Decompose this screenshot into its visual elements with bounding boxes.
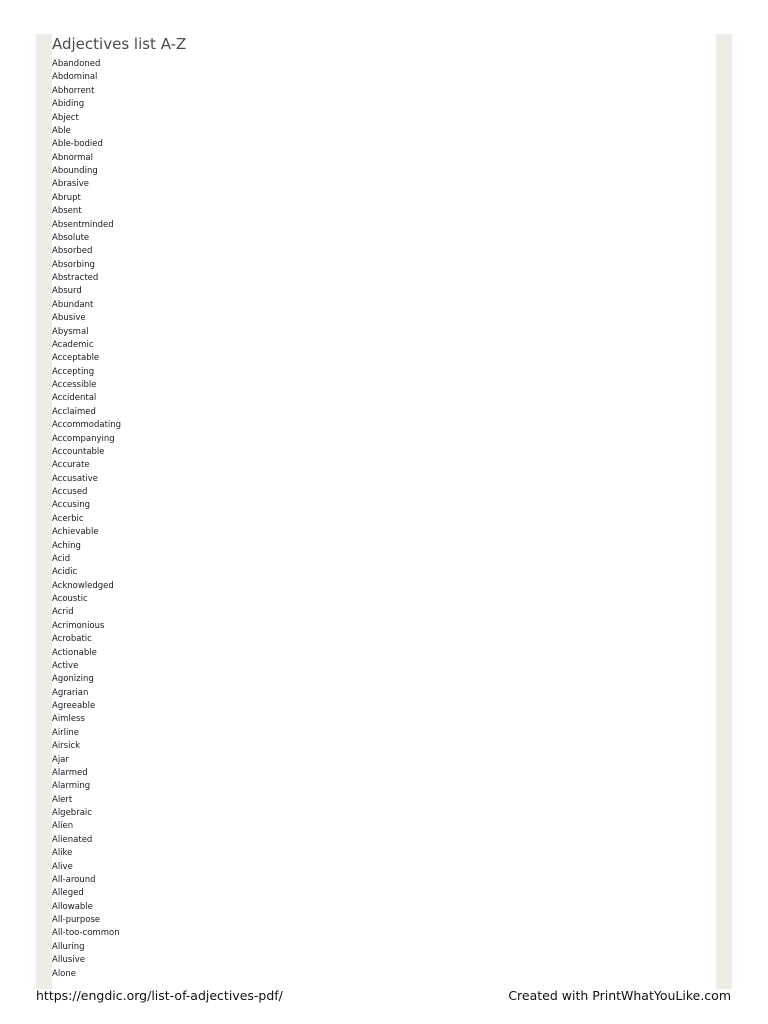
left-margin-bar: [36, 34, 52, 989]
list-item: Abrasive: [52, 179, 89, 190]
list-item: Absentminded: [52, 219, 114, 230]
list-item: Active: [52, 660, 79, 671]
list-item: Abstracted: [52, 273, 99, 283]
list-item: Alike: [52, 848, 73, 859]
list-item: Aimless: [52, 714, 85, 725]
list-item: Accessible: [52, 380, 97, 390]
list-item: All-purpose: [52, 915, 101, 925]
document-content: [52, 34, 716, 989]
list-item: Abundant: [52, 299, 94, 310]
list-item: Able-bodied: [52, 139, 103, 150]
list-item: All-too-common: [52, 928, 120, 939]
list-item: Alien: [52, 821, 74, 832]
list-item: Alienated: [52, 834, 93, 845]
list-item: Agrarian: [52, 687, 89, 698]
list-item: Alone: [52, 968, 76, 979]
list-item: Accurate: [52, 460, 90, 471]
list-item: Acid: [52, 553, 71, 564]
list-item: Ajar: [52, 754, 69, 765]
list-item: Accusative: [52, 473, 98, 484]
list-item: Abject: [52, 112, 79, 123]
list-item: Alleged: [52, 888, 84, 899]
list-item: Absurd: [52, 286, 82, 297]
list-item: Agonizing: [52, 674, 94, 685]
list-item: Achievable: [52, 527, 99, 538]
list-item: Alert: [52, 794, 73, 805]
list-item: Abiding: [52, 99, 85, 110]
list-item: Able: [52, 125, 71, 136]
list-item: Abnormal: [52, 152, 93, 163]
list-item: Acrid: [52, 607, 74, 618]
list-item: Acrimonious: [52, 620, 105, 631]
list-item: Alarmed: [52, 767, 88, 778]
list-item: Accusing: [52, 500, 90, 511]
list-item: Acceptable: [52, 353, 100, 364]
list-item: Abandoned: [52, 59, 101, 69]
right-margin-bar: [716, 34, 732, 989]
list-item: Allusive: [52, 955, 85, 966]
list-item: Acknowledged: [52, 580, 114, 591]
footer-credit: Created with PrintWhatYouLike.com: [508, 988, 731, 1003]
list-item: Abhorrent: [52, 85, 95, 96]
list-item: All-around: [52, 874, 96, 885]
adjective-list: [52, 58, 121, 981]
list-item: Aching: [52, 540, 81, 551]
list-item: Accidental: [52, 393, 97, 404]
list-item: Acrobatic: [52, 634, 92, 645]
list-item: Absent: [52, 206, 82, 217]
list-item: Acclaimed: [52, 406, 96, 417]
footer-url[interactable]: https://engdic.org/list-of-adjectives-pdf/: [36, 988, 283, 1003]
list-item: Airsick: [52, 741, 81, 752]
list-item: Alive: [52, 861, 73, 872]
list-item: Absorbing: [52, 259, 95, 270]
page-frame: [36, 34, 732, 989]
list-item: Accused: [52, 487, 88, 497]
list-item: Alarming: [52, 781, 91, 792]
list-item: Abusive: [52, 313, 86, 324]
list-item: Acidic: [52, 567, 78, 578]
list-item: Abysmal: [52, 326, 89, 337]
list-item: Accompanying: [52, 433, 115, 444]
list-item: Agreeable: [52, 701, 96, 711]
list-item: Allowable: [52, 901, 93, 912]
list-item: Alluring: [52, 941, 85, 952]
list-item: Actionable: [52, 647, 97, 658]
list-item: Accommodating: [52, 420, 122, 431]
list-item: Accepting: [52, 366, 95, 377]
list-item: Absolute: [52, 232, 90, 243]
list-item: Accountable: [52, 446, 105, 457]
list-item: Abrupt: [52, 192, 81, 203]
list-item: Acerbic: [52, 513, 84, 524]
list-item: Academic: [52, 339, 94, 350]
list-item: Abdominal: [52, 72, 98, 83]
list-item: Absorbed: [52, 246, 93, 257]
list-item: Acoustic: [52, 594, 88, 604]
list-item: Abounding: [52, 166, 98, 176]
list-item: Airline: [52, 727, 80, 738]
page-title: Adjectives list A-Z: [52, 35, 187, 53]
list-item: Algebraic: [52, 808, 92, 818]
